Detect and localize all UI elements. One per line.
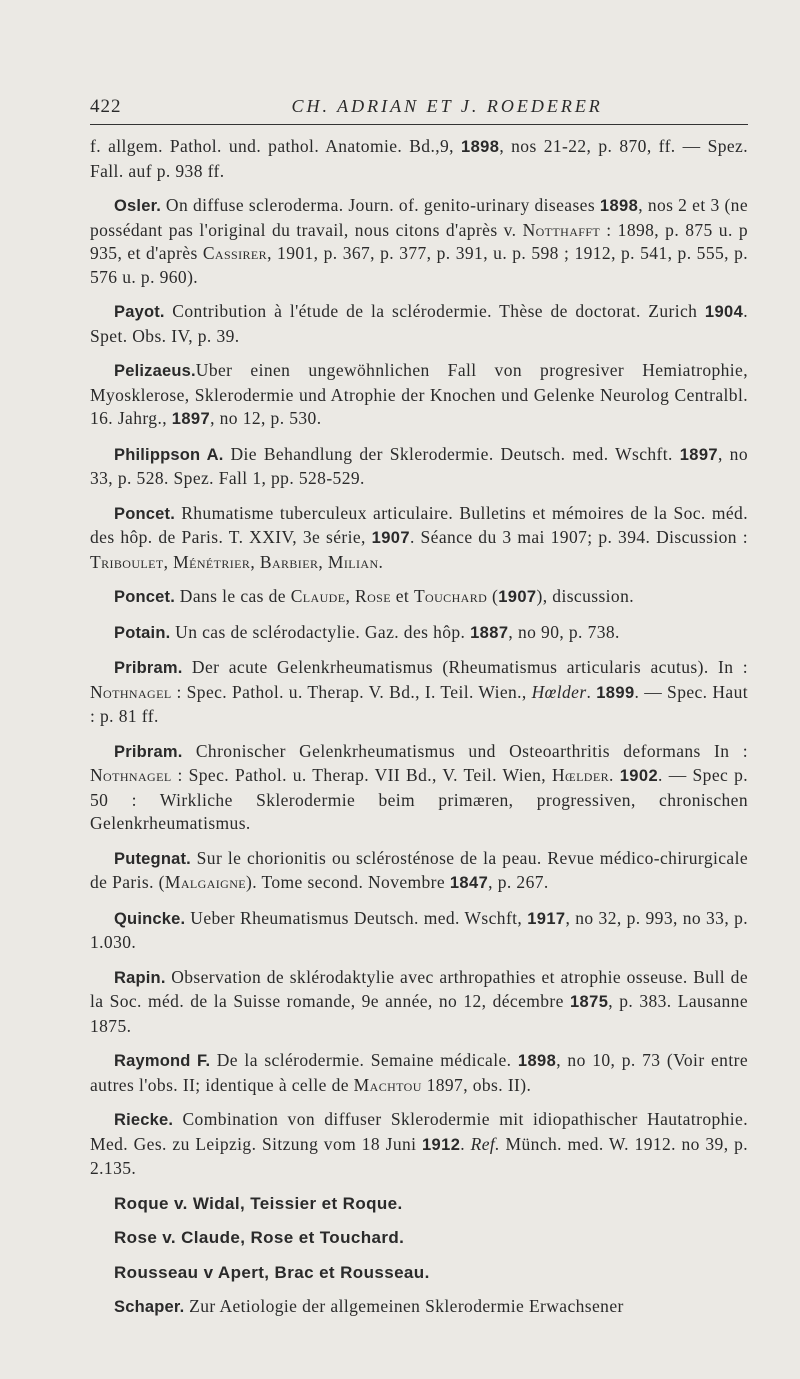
year: 1875 (569, 993, 609, 1011)
year: 1912 (421, 1135, 461, 1154)
year: 1907 (498, 588, 537, 606)
year: 1898 (517, 1052, 557, 1070)
bibliography-entry-riecke: Riecke. Combination von diffuser Sklerodermie mit idiopathischer Hautatrophie. Med. Ges. zu Leipzig. Sitzung vom 18 Juni 1912. Ref. Münch. med. W. 1912. no 39, p. 2.135. (90, 1109, 748, 1178)
year: 1887 (470, 623, 509, 642)
cited-author: Malgaigne (164, 872, 247, 892)
year: 1917 (527, 909, 566, 928)
author: Osler. (114, 197, 162, 215)
author: Putegnat. (114, 849, 191, 868)
author: Payot. (114, 303, 165, 321)
author: Potain. (114, 623, 171, 642)
cross-reference-roque: Roque v. Widal, Teissier et Roque. (114, 1193, 403, 1213)
year: 1907 (371, 529, 410, 547)
running-title: CH. ADRIAN ET J. ROEDERER (291, 96, 603, 116)
bibliography-entry-schaper: Schaper. Zur Aetiologie der allgemeinen Sklerodermie Erwachsener (114, 1296, 624, 1316)
year: 1897 (171, 410, 211, 428)
bibliography-entry-philippson: Philippson A. Die Behandlung der Sklerodermie. Deutsch. med. Wschft. 1897, no 33, p. 528. Spez. Fall 1, pp. 528-529. (90, 443, 748, 488)
cited-author: Claude, Rose (290, 586, 391, 606)
bibliography-entry-putegnat: Putegnat. Sur le chorionitis ou sclérosténose de la peau. Revue médico-chirurgicale de Paris. (Malgaigne). Tome second. Novembre 1847, p. 267. (90, 847, 748, 892)
bibliography-entry-pelizaeus: Pelizaeus.Uber einen ungewöhnlichen Fall von progresiver Hemiatrophie, Myosklerose, Sklerodermie und Atrophie der Knochen und Gelenke Neurolog Centralbl. 16. Jahrg., 1897, no 12, p. 530. (90, 360, 748, 428)
cross-reference-rose: Rose v. Claude, Rose et Touchard. (114, 1228, 405, 1247)
author: Quincke. (114, 909, 186, 928)
cited-author: Notthafft (522, 219, 601, 240)
year: 1898 (461, 138, 500, 156)
author: Schaper. (114, 1298, 185, 1316)
cited-author: Cassirer (202, 243, 268, 263)
cited-author: Nothnagel (90, 765, 172, 785)
cited-author: Nothnagel (90, 681, 172, 702)
page-header (90, 96, 748, 125)
bibliography-entry-poncet-2: Poncet. Dans le cas de Claude, Rose et Touchard (1907), discussion. (114, 586, 634, 606)
year: 1847 (449, 874, 489, 892)
bibliography-entry-quincke: Quincke. Ueber Rheumatismus Deutsch. med. Wschft, 1917, no 32, p. 993, no 33, p. 1.030. (90, 907, 748, 952)
year: 1902 (619, 767, 659, 785)
journal-abbrev: Ref. (470, 1133, 500, 1154)
bibliography-entry-raymond: Raymond F. De la sclérodermie. Semaine médicale. 1898, no 10, p. 73 (Voir entre autres l'obs. II; identique à celle de Machtou 1897, obs. II). (90, 1050, 748, 1095)
year: 1899 (596, 683, 635, 702)
bibliography-entry-pribram-1: Pribram. Der acute Gelenkrheumatismus (Rheumatismus articularis acutus). In : Nothnagel : Spec. Pathol. u. Therap. V. Bd., I. Teil. Wien., Hœlder. 1899. — Spec. Haut : p. 81 ff. (90, 657, 748, 726)
publisher: Hœlder (531, 681, 587, 702)
bibliography-entry-continuation: f. allgem. Pathol. und. pathol. Anatomie. Bd.,9, 1898, nos 21-22, p. 870, ff. — Spez. Fall. auf p. 938 ff. (90, 136, 748, 181)
publisher: Hœlder (551, 765, 610, 785)
bibliography-entry-potain: Potain. Un cas de sclérodactylie. Gaz. des hôp. 1887, no 90, p. 738. (114, 621, 620, 642)
year: 1897 (679, 445, 718, 464)
author: Riecke. (114, 1111, 174, 1129)
author: Pribram. (114, 742, 183, 761)
bibliography-entry-osler: Osler. On diffuse scleroderma. Journ. of. genito-urinary diseases 1898, nos 2 et 3 (ne possédant pas l'original du travail, nous citons d'après v. Notthafft : 1898, p. 875 u. p 935, et d'après Cassirer, 1901, p. 367, p. 377, p. 391, u. p. 598 ; 1912, p. 541, p. 555, p. 576 u. p. 960). (90, 195, 749, 287)
bibliography-entry-payot: Payot. Contribution à l'étude de la sclérodermie. Thèse de doctorat. Zurich 1904. Spet. Obs. IV, p. 39. (90, 301, 748, 346)
bibliography-entry-poncet-1: Poncet. Rhumatisme tuberculeux articulaire. Bulletins et mémoires de la Soc. méd. des hôp. de Paris. T. XXIV, 3e série, 1907. Séance du 3 mai 1907; p. 394. Discussion : Triboulet, Ménétrier, Barbier, Milian. (90, 502, 748, 572)
author: Poncet. (114, 588, 175, 606)
bibliography-entry-rapin: Rapin. Observation de sklérodaktylie avec arthropathies et atrophie osseuse. Bull de la Soc. méd. de la Suisse romande, 9e année, no 12, décembre 1875, p. 383. Lausanne 1875. (90, 966, 748, 1036)
cited-author: Triboulet, Ménétrier, Barbier, Milian (90, 551, 379, 572)
cross-reference-rousseau: Rousseau v Apert, Brac et Rousseau. (114, 1262, 430, 1282)
cited-author: Touchard (413, 586, 488, 606)
author: Pribram. (114, 659, 183, 677)
author: Raymond F. (114, 1052, 211, 1070)
bibliography-entry-pribram-2: Pribram. Chronischer Gelenkrheumatismus und Osteoarthritis deformans In : Nothnagel : Spec. Pathol. u. Therap. VII Bd., V. Teil. Wien, Hœlder. 1902. — Spec p. 50 : Wirkliche Sklerodermie beim primæren, progressiven, chronischen Gelenkrheumatismus. (90, 740, 748, 833)
cited-author: Machtou (353, 1074, 422, 1095)
year: 1898 (599, 197, 639, 215)
year: 1904 (704, 303, 744, 321)
page-number: 422 (90, 96, 122, 117)
author: Pelizaeus. (114, 362, 196, 380)
author: Philippson A. (114, 445, 224, 464)
author: Rapin. (114, 968, 166, 987)
author: Poncet. (114, 504, 175, 523)
